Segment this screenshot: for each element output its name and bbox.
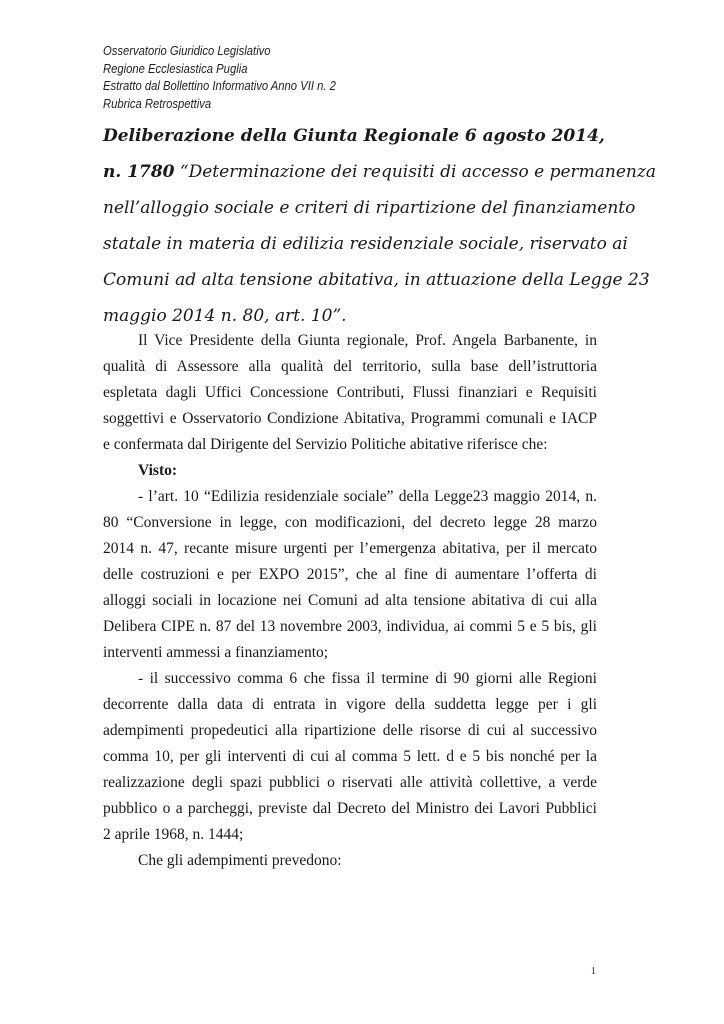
document-body: [103, 328, 597, 874]
body-line: - l’art. 10 “Edilizia residenziale sociale” della Legge23 maggio 2014, n.: [138, 488, 597, 505]
page-number: 1: [591, 966, 596, 977]
body-line: alloggi sociali in locazione nei Comuni ad alta tensione abitativa di cui alla: [103, 592, 597, 609]
body-line: Delibera CIPE n. 87 del 13 novembre 2003, individua, ai commi 5 e 5 bis, gli: [103, 618, 597, 635]
title-line: Comuni ad alta tensione abitativa, in attuazione della Legge 23: [103, 270, 650, 290]
body-line: e confermata dal Dirigente del Servizio Politiche abitative riferisce che:: [103, 436, 548, 453]
body-line: realizzazione degli spazi pubblici o riservati alle attività collettive, a verde: [103, 774, 597, 791]
body-line: Il Vice Presidente della Giunta regionale, Prof. Angela Barbanente, in: [138, 332, 597, 349]
body-line: comma 10, per gli interventi di cui al comma 5 lett. d e 5 bis nonché per la: [103, 748, 597, 765]
body-line: adempimenti propedeutici alla ripartizione delle risorse di cui al successivo: [103, 722, 597, 739]
body-line: pubblico o a parcheggi, previste dal Decreto del Ministro dei Lavori Pubblici: [103, 800, 597, 817]
header-line-section: Rubrica Retrospettiva: [103, 96, 212, 111]
title-bold-number: n. 1780: [103, 162, 175, 182]
title-line: [103, 154, 656, 190]
body-line: soggettivi e Osservatorio Condizione Abitativa, Programmi comunali e IACP: [103, 410, 597, 427]
body-line: interventi ammessi a finanziamento;: [103, 644, 329, 661]
body-line: 2 aprile 1968, n. 1444;: [103, 826, 244, 843]
header-line-bulletin: Estratto dal Bollettino Informativo Anno VII n. 2: [103, 79, 336, 93]
document-title: [103, 118, 656, 334]
body-line: espletata dagli Uffici Concessione Contributi, Flussi finanziari e Requisiti: [103, 384, 597, 401]
visto-heading: Visto:: [138, 462, 178, 479]
body-line: 80 “Conversione in legge, con modificazioni, del decreto legge 28 marzo: [103, 514, 597, 531]
title-line: nell’alloggio sociale e criteri di ripartizione del finanziamento: [103, 198, 636, 218]
body-line: decorrente dalla data di entrata in vigore della suddetta legge per i gli: [103, 696, 597, 713]
body-line: delle costruzioni e per EXPO 2015”, che al fine di aumentare l’offerta di: [103, 566, 597, 583]
body-line: qualità di Assessore alla qualità del territorio, sulla base dell’istruttoria: [103, 358, 597, 375]
header-line-observatory: Osservatorio Giuridico Legislativo: [103, 44, 271, 58]
title-subject-text: “Determinazione dei requisiti di accesso e permanenza: [174, 162, 656, 182]
body-line: Che gli adempimenti prevedono:: [138, 852, 342, 869]
title-line: [103, 118, 605, 154]
document-header: [103, 43, 336, 113]
body-line: 2014 n. 47, recante misure urgenti per l’emergenza abitativa, per il mercato: [103, 540, 597, 557]
title-bold-text: Deliberazione della Giunta Regionale 6 agosto 2014,: [103, 126, 605, 146]
header-line-region: Regione Ecclesiastica Puglia: [103, 61, 248, 76]
title-line: statale in materia di edilizia residenziale sociale, riservato ai: [103, 234, 628, 254]
body-line: - il successivo comma 6 che fissa il termine di 90 giorni alle Regioni: [138, 670, 597, 687]
title-line: maggio 2014 n. 80, art. 10”.: [103, 306, 347, 326]
